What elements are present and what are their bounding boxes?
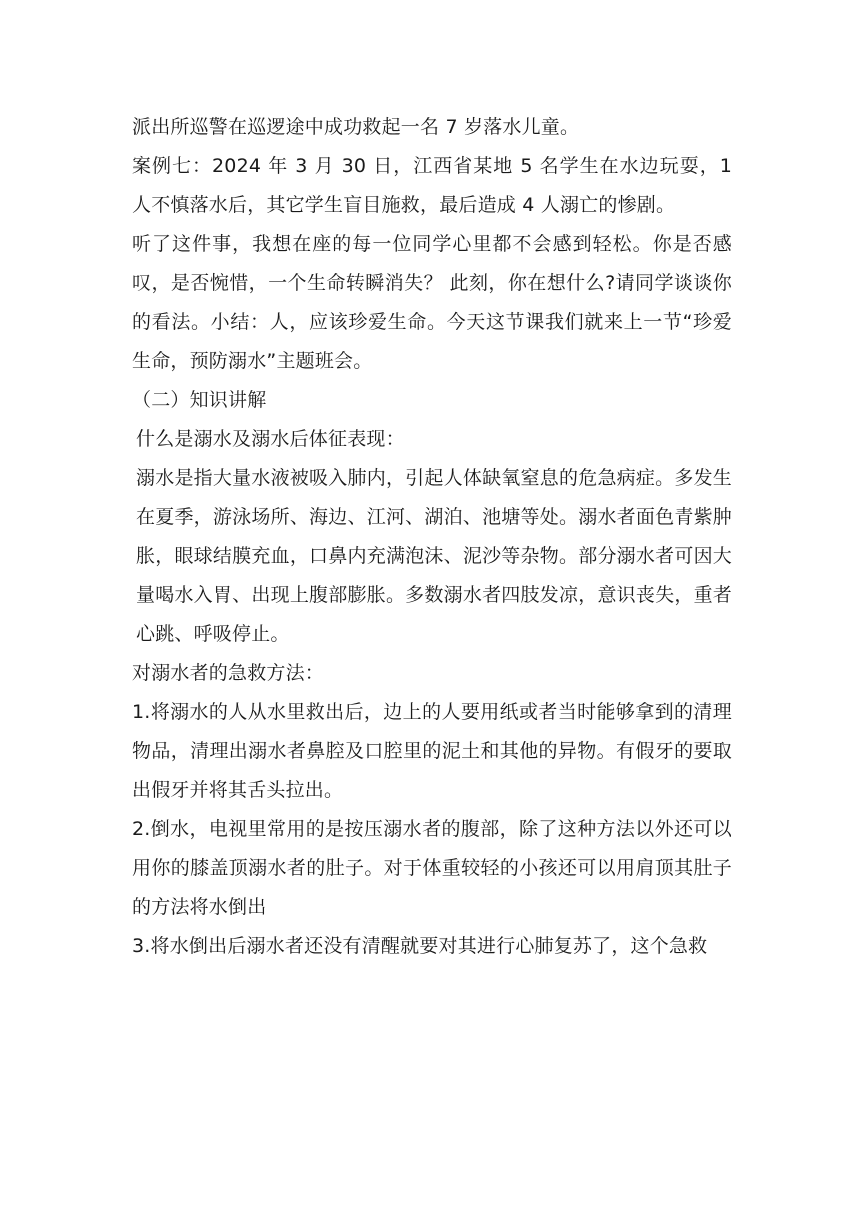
list-item-step-3: 3.将水倒出后溺水者还没有清醒就要对其进行心肺复苏了，这个急救 [132,935,708,957]
list-item-step-1: 1.将溺水的人从水里救出后，边上的人要用纸或者当时能够拿到的清理物品，清理出溺水者鼻腔及口腔里的泥土和其他的异物。有假牙的要取出假牙并将其舌头拉出。 [132,701,732,801]
paragraph-reflection: 听了这件事，我想在座的每一位同学心里都不会感到轻松。你是否感叹，是否惋惜，一个生命转瞬消失？ 此刻，你在想什么?请同学谈谈你的看法。小结：人，应该珍爱生命。今天这节课我们就来上一节“珍爱生命，预防溺水”主题班会。 [132,233,732,372]
paragraph-case-seven: 案例七：2024 年 3 月 30 日，江西省某地 5 名学生在水边玩耍，1 人不慎落水后，其它学生盲目施救，最后造成 4 人溺亡的惨剧。 [132,155,732,216]
subheading-first-aid: 对溺水者的急救方法： [132,662,325,684]
paragraph-case-six-end: 派出所巡警在巡逻途中成功救起一名 7 岁落水儿童。 [132,116,580,138]
paragraph-drowning-definition: 溺水是指大量水液被吸入肺内，引起人体缺氧窒息的危急病症。多发生在夏季，游泳场所、海边、江河、湖泊、池塘等处。溺水者面色青紫肿胀，眼球结膜充血，口鼻内充满泡沫、泥沙等杂物。部分溺水者可因大量喝水入胃、出现上腹部膨胀。多数溺水者四肢发凉，意识丧失，重者心跳、呼吸停止。 [136,467,732,645]
subheading-drowning-definition: 什么是溺水及溺水后体征表现： [136,428,405,450]
section-heading-knowledge: （二）知识讲解 [132,389,267,411]
document-body [132,108,732,966]
list-item-step-2: 2.倒水，电视里常用的是按压溺水者的腹部，除了这种方法以外还可以用你的膝盖顶溺水者的肚子。对于体重较轻的小孩还可以用肩顶其肚子的方法将水倒出 [132,818,732,918]
